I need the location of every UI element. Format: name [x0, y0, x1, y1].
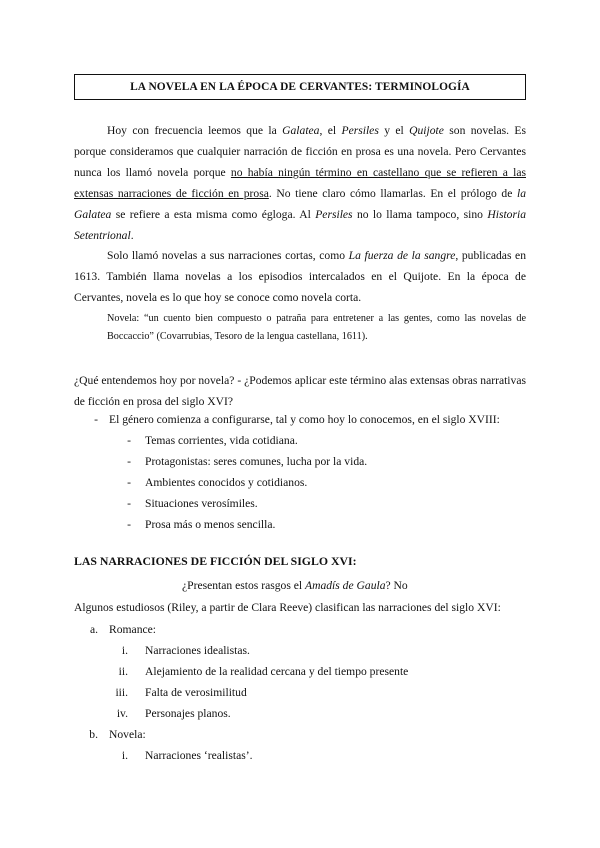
paragraph-intro [74, 120, 526, 246]
list-marker-a: a. [89, 623, 98, 636]
list-bullet: - [94, 413, 98, 426]
roman-numeral: ii. [118, 665, 128, 678]
list-item: Ambientes conocidos y cotidianos. [145, 476, 308, 489]
list-item: Falta de verosimilitud [145, 686, 247, 699]
text-run: ? No [385, 579, 408, 592]
italic-title: La fuerza de la sangre [348, 249, 456, 262]
list-bullet: - [127, 434, 131, 447]
text-run: . No tiene claro cómo llamarlas. En el prólogo de [268, 187, 517, 200]
roman-numeral: iii. [115, 686, 128, 699]
italic-title: Persiles [341, 124, 379, 137]
list-item: Protagonistas: seres comunes, lucha por la vida. [145, 455, 368, 468]
genre-statement: El género comienza a configurarse, tal y como hoy lo conocemos, en el siglo XVIII: [109, 413, 500, 426]
amadis-question [182, 578, 408, 594]
section-heading: LAS NARRACIONES DE FICCIÓN DEL SIGLO XVI: [74, 554, 357, 568]
romance-label: Romance: [109, 623, 157, 636]
text-run: ¿Presentan estos rasgos el [182, 579, 305, 592]
italic-title: Historia Setentrional [74, 208, 526, 242]
covarrubias-quote: Novela: “un cuento bien compuesto o patraña para entretener a las gentes, como las novelas de Boccaccio” (Covarrubias, Tesoro de la lengua castellana, 1611). [107, 313, 526, 342]
list-bullet: - [127, 455, 131, 468]
text-run: se refiere a esta misma como égloga. Al [111, 208, 316, 221]
italic-title: Quijote [409, 124, 444, 137]
list-item: Narraciones idealistas. [145, 644, 250, 657]
list-item: Alejamiento de la realidad cercana y del tiempo presente [145, 665, 409, 678]
text-run: , publicadas en 1613. También llama novelas a los episodios intercalados en el Quijote. En la época de Cervantes, novela es lo que hoy se conoce como novela corta. [74, 249, 526, 304]
list-bullet: - [127, 518, 131, 531]
novela-label: Novela: [109, 728, 146, 741]
list-item: Situaciones verosímiles. [145, 497, 258, 510]
text-run: Hoy con frecuencia leemos que la [107, 124, 283, 137]
text-run: . [130, 229, 134, 242]
classification-intro: Algunos estudiosos (Riley, a partir de Clara Reeve) clasifican las narraciones del siglo XVI: [74, 601, 501, 614]
list-marker-b: b. [89, 728, 98, 741]
list-bullet: - [127, 497, 131, 510]
text-run: son novelas. Es porque consideramos que cualquier narración de ficción en prosa es una novela. Pero Cervantes nunca los llamó novela porque [74, 124, 527, 179]
list-item: Personajes planos. [145, 707, 231, 720]
italic-title: la Galatea [74, 187, 526, 221]
roman-numeral: i. [121, 644, 128, 657]
question-paragraph: ¿Qué entendemos hoy por novela? - ¿Podemos aplicar este término alas extensas obras narrativas de ficción en prosa del siglo XVI? [74, 374, 526, 408]
italic-title: Amadís de Gaula [305, 579, 386, 592]
roman-numeral: iv. [116, 707, 128, 720]
document-title: LA NOVELA EN LA ÉPOCA DE CERVANTES: TERMINOLOGÍA [74, 74, 526, 100]
paragraph-short-novels [74, 245, 526, 308]
text-run: , el [319, 124, 342, 137]
list-item: Temas corrientes, vida cotidiana. [145, 434, 298, 447]
text-run: no lo llama tampoco, sino [352, 208, 488, 221]
list-bullet: - [127, 476, 131, 489]
italic-title: Persiles [315, 208, 353, 221]
list-item: Prosa más o menos sencilla. [145, 518, 276, 531]
italic-title: Galatea [282, 124, 320, 137]
list-item: Narraciones ‘realistas’. [145, 749, 253, 762]
roman-numeral: i. [121, 749, 128, 762]
text-run: y el [378, 124, 410, 137]
underlined-text: no había ningún término en castellano que se refieren a las extensas narraciones de ficción en prosa [74, 166, 526, 200]
text-run: Solo llamó novelas a sus narraciones cortas, como [107, 249, 349, 262]
